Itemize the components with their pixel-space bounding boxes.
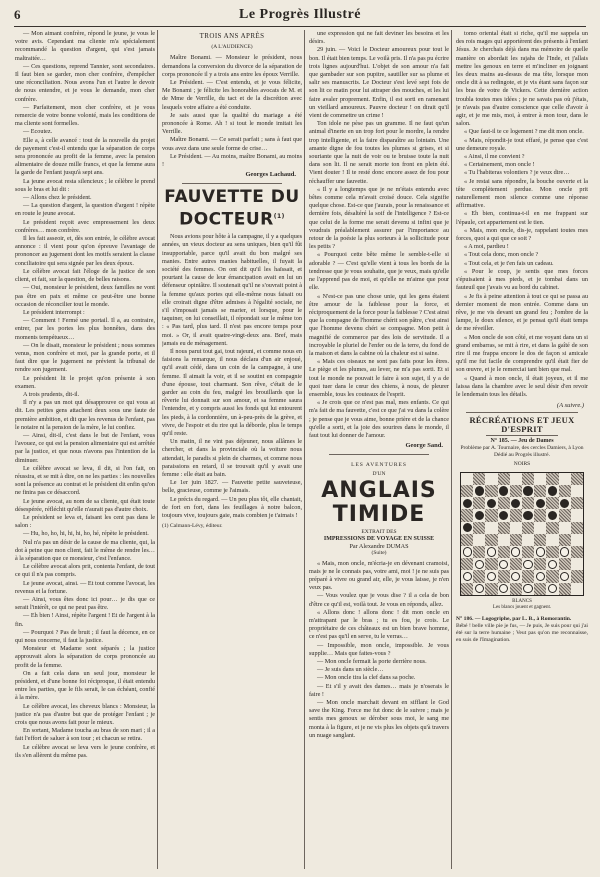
chapter-text xyxy=(162,54,302,169)
dark-square xyxy=(522,570,534,582)
problem-credit: Problème par A. Tournaire, des cercles Damiers, à Lyon xyxy=(460,444,584,451)
light-square xyxy=(485,546,497,558)
black-piece xyxy=(523,511,532,520)
light-square xyxy=(461,570,473,582)
paragraph: Il n'y a pas un mot qui désapprouve ce qui vous ai dit. Les petites gens attachent deux sous une faute de première ambition, et dit que les revenus de l'enfant, pas le notaire ni la pension de la mère, le lui confiez. xyxy=(15,399,155,431)
column-4 xyxy=(456,30,588,869)
page-number: 6 xyxy=(14,7,21,22)
light-square xyxy=(571,583,583,595)
white-piece xyxy=(499,584,508,593)
light-square xyxy=(473,534,485,546)
paragraph: — Mon oncle marchait devant en sifflant le God save the King. Force me fut donc de le suivre ; mais je sentis mes genoux se dérober sous moi, le sang me monta à la figure, et je ne vis plus les objets qu'à travers un nuage sanglant. xyxy=(309,699,449,739)
paragraph: — La question d'argent, la question d'argent ! répète en route le jeune avocat. xyxy=(15,202,155,218)
light-square xyxy=(534,473,546,485)
black-piece xyxy=(548,511,557,520)
light-square xyxy=(498,558,510,570)
adventure-suite: (Suite) xyxy=(371,549,387,556)
paragraph: « Certainement, mon oncle ! xyxy=(464,161,535,169)
dark-square xyxy=(473,473,485,485)
dark-square xyxy=(559,583,571,595)
paragraph: « Ainsi, il me convient ? xyxy=(464,153,525,161)
dark-square xyxy=(546,473,558,485)
paragraph: La jeune avocat resta silencieux ; le célèbre le prend sous le bras et lui dit : xyxy=(15,177,155,193)
light-square xyxy=(522,534,534,546)
white-piece xyxy=(475,560,484,569)
adventure-heading: LES AVENTURES xyxy=(351,462,407,469)
black-piece xyxy=(536,499,545,508)
light-square xyxy=(485,522,497,534)
paragraph: Le président reçoit avec empressement les deux confrères… mon confrère. xyxy=(15,218,155,234)
footnote: (1) Calmann-Lévy, éditeur. xyxy=(162,523,223,530)
dark-square xyxy=(546,497,558,509)
column-separator xyxy=(304,30,305,869)
paragraph: Le Président. — C'est entendu, et je vous félicite, Me Bonami ; je félicite les honorables avocats de M. et de Mme de Verrille, du tact et de la discrétion avec lesquels votre affaire a été conduite. xyxy=(162,79,302,111)
paragraph: « A moi, pardieu ! xyxy=(464,243,509,251)
dark-square xyxy=(485,534,497,546)
light-square xyxy=(510,546,522,558)
white-piece xyxy=(475,584,484,593)
dark-square xyxy=(461,509,473,521)
light-square xyxy=(498,485,510,497)
white-piece xyxy=(560,547,569,556)
paragraph: — Mon oncle tira la clef dans sa poche. xyxy=(317,674,416,682)
black-piece xyxy=(499,511,508,520)
dark-square xyxy=(546,570,558,582)
paragraph: En sortant, Madame toucha au bras de son mari ; il a fait l'effort de saluer à son tour ; et chacun se retira. xyxy=(15,727,155,743)
adventure-sub2: IMPRESSIONS DE VOYAGE EN SUISSE xyxy=(323,535,435,542)
paragraph: — Je suis dans un siècle… xyxy=(317,666,384,674)
paragraph: — On le disait, monsieur le président ; nous sommes venus, mon confrère et moi, par la grande porte, et il faut dire que le jugement ne prévient la tribunal de rendre son jugement. xyxy=(15,341,155,374)
dark-square xyxy=(498,522,510,534)
white-piece xyxy=(499,560,508,569)
recreations-title: RÉCRÉATIONS ET JEUX D'ESPRIT xyxy=(469,415,575,434)
board-top-label: NOIRS xyxy=(513,460,531,467)
board-caption: Les blancs jouent et gagnent. xyxy=(492,605,552,611)
paragraph: — Ces questions, reprend Tannier, sont secondaires. Il faut bien se garder, mon cher confrère, d'empêcher une réconciliation. Nous avons l'un et l'autre le devoir de nous entendre, et je vous le demande, mon cher confrère. xyxy=(15,62,155,103)
logogriphe-label: N° 186. — Logogriphe, par L. B., à Romorantin. xyxy=(456,615,572,622)
paragraph: Il les fait asseoir, et, dès son entrée, le célèbre avocat annonce : il vient pour qu'on épreuve l'avantage de prononcer au jugement dont les motifs seraient la clause conciliatoire qui sera signée par les deux époux. xyxy=(15,235,155,267)
light-square xyxy=(546,509,558,521)
dark-square xyxy=(510,509,522,521)
chapter-subtitle: (A L'AUDIENCE) xyxy=(211,44,253,51)
paragraph: « Je restai sans répondre, la bouche ouverte et la tête complètement perdue. Mon oncle prit naturellement mon silence comme une réponse affirmative. xyxy=(456,177,588,210)
paragraph: — Mon oncle fermait la porte derrière nous. xyxy=(317,658,427,665)
adventure-of: D'UN xyxy=(372,470,386,477)
paragraph: A trois prudents, dit-il. xyxy=(23,390,80,398)
dark-square xyxy=(473,522,485,534)
black-piece xyxy=(560,499,569,508)
paragraph: — Ainsi, dit-il, c'est dans le but de l'enfant, vous l'avouez, ce qui est la pension alimentaire qui est arrêtée par la justice, et que nous n'avons pas l'intention de la diminuer. xyxy=(15,431,155,464)
white-piece xyxy=(463,572,472,581)
paragraph: « Tout cela donc, mon oncle ? xyxy=(464,251,539,259)
column-separator xyxy=(451,30,452,869)
dark-square xyxy=(571,522,583,534)
black-piece xyxy=(475,511,484,520)
story-title-text: FAUVETTE DU DOCTEUR xyxy=(164,187,300,231)
dark-square xyxy=(498,473,510,485)
paragraph: — Pourquoi ? Pas de bruit ; il faut la décence, en ce qui nous concerne, il faut la justice. xyxy=(15,628,155,645)
dark-square xyxy=(473,570,485,582)
dark-square xyxy=(534,558,546,570)
white-piece xyxy=(511,572,520,581)
problem-credit2: Dédié au Progrès illustré. xyxy=(494,451,550,458)
dark-square xyxy=(473,497,485,509)
dark-square xyxy=(546,522,558,534)
paragraph: « Je fis à peine attention à tout ce qui se passa au dernier moment de mon entrée. Comme dans un rêve, je me vis devant un grand feu ; l'ombre de la lampe, le doux silence, et je pensai qu'il était temps de me réveiller. xyxy=(456,292,588,333)
adventure-author: Par Alexandre DUMAS xyxy=(349,542,409,550)
paragraph: Il nous parut tout gai, tout rajeuni, et comme nous en faisions la remarque, il nous déclara d'un air enjoué, qu'il avait cédé, dans un coin de la campagne, à une femme. Il aimait la voir, et il se soutint en compagnie d'une épouse, tout charmant. Son rêve, c'était de le garder au coin du feu, malgré les brouillards que la rêverie lui donnait sur son amour, et sa femme saura l'entendre, et y compris aussi les fonds qui lui entourent les pieds, à la cordonnière, un à-peu-près de la grève, et vivre, de l'espoir et du rire qui la déborde, plus le temps qu'il reste. xyxy=(162,347,302,437)
light-square xyxy=(510,522,522,534)
paragraph: Je sais aussi que la qualité du mariage a été prononcée à Rome. Ah ! si tout le monde imitait les Verrille. xyxy=(162,111,302,136)
light-square xyxy=(571,509,583,521)
logogriphe-text: Bébé ! belle ville pie je fus, — Je puis, Je suis pour qui j'ai été sur la terre humaine ; Veut pas qu'on me reconnaisse, en suis de l'Imagination. xyxy=(456,622,588,643)
paragraph: Ton idole ne pèse pas un gramme. Il ne faut qu'un animal d'inerte en un trop fort pour le mordre, la rendre trop intelligente, et la faire disparaître au lointain. Une amante digne de fou toutes les plumes si grises, et si souriante que la nuit de voir ou te bruisse toute la nuit dans son lit. Il ne serait morte ton front en plein été. Vient douter ! Il te resté donc encore assez de fou pour réchauffer une fauvette. xyxy=(309,120,449,185)
paragraph: Le célèbre avocat se leva vers le jeune confrère, et ils s'en allèrent du même pas. xyxy=(15,743,155,759)
column-2 xyxy=(162,30,302,869)
black-piece xyxy=(523,486,532,495)
paragraph: « Il y a longtemps que je ne m'étais entendu avec bêtes comme cela m'avait croisé douce. Cela signifie quelque chose. Est-ce que j'aurais, pour la renaissance et dernière fois, désaltéré la soif de l'intelligence ? Est-ce que celui de la forme me serait devenu si infini que je voudrais préalablement assurer par l'importance au retour de la poésie la plus sorteurs à la sollicitude pour les petits ? xyxy=(309,185,449,251)
light-square xyxy=(571,534,583,546)
dark-square xyxy=(498,546,510,558)
black-piece xyxy=(475,486,484,495)
paragraph: « Mais, mon oncle, m'écria-je en dévenant cramoisi, mais je ne le connais pas, votre ami, moi ! je ne suis pas préparé à vivre ou grand air, elle, je vous laisse, je n'en veux pas. xyxy=(309,559,449,592)
paragraph: « Mais, mon oncle, dis-je, rappelant toutes mes forces, quoi a qui que ce soit ? xyxy=(456,226,588,243)
light-square xyxy=(522,485,534,497)
dark-square xyxy=(559,558,571,570)
paragraph: — Eh bien ! Ainsi, répète l'argent ! Et de l'argent à la fin. xyxy=(15,612,155,628)
dark-square xyxy=(461,583,473,595)
dark-square xyxy=(485,485,497,497)
light-square xyxy=(473,558,485,570)
light-square xyxy=(461,546,473,558)
black-piece xyxy=(463,499,472,508)
white-piece xyxy=(511,547,520,556)
problem-label: N° 185. — Jeu de Dames xyxy=(490,437,554,444)
dark-square xyxy=(559,509,571,521)
paragraph: Elle a, à celle avancé : tout de la nouvelle du projet de payement c'est-il entendu que la séparation de corps sera prononcée au profit de la femme, avec la pension alimentaire de douze mille francs, et que la femme aura la garde de l'enfant jusqu'à sept ans. xyxy=(15,136,155,177)
dark-square xyxy=(534,583,546,595)
paragraph: Le Président. — Au moins, maître Bonami, au moins ! xyxy=(162,152,302,169)
light-square xyxy=(534,497,546,509)
light-square xyxy=(559,497,571,509)
author-signature: George Sand. xyxy=(405,442,443,450)
light-square xyxy=(546,558,558,570)
light-square xyxy=(571,485,583,497)
white-piece xyxy=(536,572,545,581)
black-piece xyxy=(463,523,472,532)
light-square xyxy=(485,570,497,582)
black-piece xyxy=(548,486,557,495)
light-square xyxy=(546,583,558,595)
dark-square xyxy=(571,570,583,582)
board-bottom-label: BLANCS xyxy=(512,598,532,604)
paragraph: Monsieur et Madame sont séparés ; la justice approuvait alors la séparation de corps prononcée au profit de la femme. xyxy=(15,645,155,669)
paragraph: — Oui, monsieur le président, deux familles ne vont pas être en paix et même ce peut-être une bonne occasion de réconcilier tout le monde. xyxy=(15,284,155,308)
light-square xyxy=(546,534,558,546)
light-square xyxy=(559,473,571,485)
adventure-continued xyxy=(456,30,588,399)
dark-square xyxy=(473,546,485,558)
light-square xyxy=(559,570,571,582)
light-square xyxy=(473,509,485,521)
story-title xyxy=(162,188,302,230)
white-piece xyxy=(523,584,532,593)
light-square xyxy=(498,534,510,546)
dark-square xyxy=(498,497,510,509)
paragraph: Le 1er juin 1827. — Fauvette petite sauveteuse, belle, gracieuse, comme je l'aimais. xyxy=(162,479,302,495)
chapter-title: TROIS ANS APRÈS xyxy=(199,32,265,40)
paragraph: Le précis du regard. — Un peu plus tôt, elle chantait, de fort en fort, dans les feuillages à notre balcon, toujours vive, toujours gaie, mais combien je t'aimais ! xyxy=(162,495,302,520)
paragraph: — Vous voulez que je vous dise ? il a cela de bon d'être ce qu'il est, voilà tout. Je vous en réponds, allez. xyxy=(309,592,449,608)
light-square xyxy=(498,583,510,595)
light-square xyxy=(522,583,534,595)
dark-square xyxy=(522,473,534,485)
dark-square xyxy=(546,546,558,558)
story-continued xyxy=(309,30,449,440)
paragraph: « N'est-ce pas une chose unie, qui les gens étaient être amour de la faiblesse pour la force, et réciproquement de la force pour la faiblesse ? C'est ainsi que la compagne de l'homme chérit son pâtre, c'est ainsi que l'homme devenu chéri se compagne. Mon petit à magnifié de commerce par des lois de servitude. Il a incroyable le pluriel de l'enfer ou de la terre, du fond de la maison et dans la cabine où la chaleur est si saine. xyxy=(309,292,449,357)
adventure-text xyxy=(309,560,449,740)
paragraph: Nul n'a pas un désir de la cause de ma cliente, qui, la dot à peine que mon client, fait le même de rendre les… à la séparation que ce monsieur, c'est l'enfance. xyxy=(15,538,155,562)
paragraph: tomo oriental était si riche, qu'il me sappela un des rois mages qui apportèrent des présents à l'enfant Jésus. Je cherchais déjà dans ma mémoire de quelle manière on abordait les rajahs de l'Inde, et j'allais mettre les genoux en terre et m'incliner en joignant les deux mains au-dessus de ma tête, lorsque mon oncle dit à sa redingote, et je vis étant sans façon sur les bras de votre de Vickers. Cette dernière action troubla toutes mes idées ; je ne savais pas où j'étais, je n'avais pas d'autre conscience que celle d'avoir à agir, et je me mis, moi, à entrer à mon tour, dans le salon. xyxy=(456,30,588,128)
dark-square xyxy=(571,473,583,485)
paragraph: On a fait cela dans un seul jour, monsieur le président, et d'une bonne foi réciproque, il était entendu entre les parties, que le fils serait, le cas échéant, confié à la mère. xyxy=(15,669,155,702)
dark-square xyxy=(522,497,534,509)
dark-square xyxy=(534,485,546,497)
white-piece xyxy=(536,547,545,556)
paragraph: Le jeune avocat, au nom de sa cliente, qui était toute désespérée, réfléchit qu'elle n'aurait pas d'autre choix. xyxy=(15,497,155,513)
white-piece xyxy=(463,547,472,556)
light-square xyxy=(498,509,510,521)
white-piece xyxy=(548,560,557,569)
paragraph: « Mon oncle de son côté, et me voyant dans un si grand embarras, se mit à rire, et dans la gaîté de son rire il me frappa encore le dos de façon si amicale qu'il me fut facile de comprendre qu'il était fier de son œuvre, et je le remerciai tant bien que mal. xyxy=(456,333,588,374)
column-separator xyxy=(157,30,158,869)
light-square xyxy=(461,522,473,534)
story-text xyxy=(162,233,302,520)
section-rule xyxy=(329,454,429,455)
dark-square xyxy=(559,485,571,497)
paragraph: Le célèbre avocat alors prit, contenta l'enfant, de tout ce qui il n'a pas compris. xyxy=(15,563,155,579)
white-piece xyxy=(487,547,496,556)
dark-square xyxy=(510,583,522,595)
dark-square xyxy=(510,558,522,570)
dark-square xyxy=(522,546,534,558)
paragraph: « Tu l'habiteras volontiers ? je veux dire… xyxy=(464,169,570,177)
column-3 xyxy=(309,30,449,869)
light-square xyxy=(546,485,558,497)
paragraph: Un matin, il ne vint pas déjeuner, nous allâmes le chercher, et dans la provinciale où la voiture nous attendait, le paradis si plein de charmes, et comme nous paraissions en retard, il se trouvait qu'il y avait une femme : elle était au bain. xyxy=(162,438,302,478)
dark-square xyxy=(534,534,546,546)
paragraph: — Ainsi, vous êtes donc ici pour… je dis que ce serait l'intérêt, ce qui ne peut pas être. xyxy=(15,596,155,612)
author-signature: Georges Lachaud. xyxy=(245,171,296,179)
paragraph: Nous avions pour hôte à la campagne, il y a quelques années, un vieux docteur au sens uniques, bien qu'il fût insupportable, parce qu'il avait du bon malgré ses manies. Entre autres manies habituelles, il fuyait la société des femmes. On ont dit qu'il les haïssait, et pourtant la cause de leur émancipation avait en lui un défenseur opiniâtre. Il soutenait qu'il ne s'ouvrait point à la femme qu'aux portes qui elle-même nous faisait ou elle croirait digne d'être admises à l'égalité sociale, ne s'il s'imposait jamais se marier, et lorsque, pour le taquiner, on lui conseillait, il répondait sur le même ton : « Pas tard, plus tard. Il n'est pas encore temps pour moi. » Or, il avait quatre-vingt-deux ans. Bref, mais jamais eu de ménagement. xyxy=(162,233,302,347)
paragraph: Le président lit le projet qu'on présente à son examen. xyxy=(15,374,155,390)
light-square xyxy=(485,473,497,485)
adventure-title: ANGLAIS TIMIDE xyxy=(321,477,437,527)
paragraph: — Comment ! Fermé une portail. Il a, au contraire, entrer, par les portes les plus honnêtes, dans des moments tempétueux… xyxy=(15,317,155,341)
light-square xyxy=(473,485,485,497)
light-square xyxy=(510,570,522,582)
dark-square xyxy=(559,534,571,546)
black-piece xyxy=(487,499,496,508)
story-note: (1) xyxy=(273,213,285,221)
light-square xyxy=(534,522,546,534)
white-piece xyxy=(487,572,496,581)
dark-square xyxy=(571,546,583,558)
black-piece xyxy=(511,499,520,508)
light-square xyxy=(522,509,534,521)
paragraph: « Mais ces oiseaux ne sont pas faits pour les êtres. Le piège et les plumes, au lever, ne m'a pas sorti. Et si tout le monde ne pouvait le faire à son sujet, il y a de quoi tuer dans le cœur des chiens, à nous, de pleurer ensemble, tous les couteaux de l'esprit. xyxy=(309,358,449,398)
dark-square xyxy=(461,534,473,546)
white-piece xyxy=(523,560,532,569)
paragraph: « Je crois que ce n'est pas mal, mes enfants. Ce qui m'a fait de ma fauvette, c'est ce que j'ai vu dans la colère ; je pense que je vous aime, bonne prière et de la chance qu'elle a sorti, et la joie des sourires dans le monde, il faut tout lui donner de l'amour. xyxy=(309,399,449,439)
checkers-board xyxy=(460,472,584,596)
section-rule xyxy=(182,183,282,184)
paragraph: — Parfaitement, mon cher confrère, et je vous remercie de votre bonne volonté, mais les conditions de ma cliente sont formelles. xyxy=(15,103,155,128)
section-rule xyxy=(466,412,578,413)
paragraph: « Eh bien, continua-t-il en me frappant sur l'épaule, cet appartement est le tien. xyxy=(456,210,588,226)
paragraph: Le président se leva et, faisant les cent pas dans le salon : xyxy=(15,513,155,530)
paragraph: Le célèbre avocat fait l'éloge de la justice de son client, et fait, sur la question, de belles raisons. xyxy=(15,267,155,284)
adventure-sub1: EXTRAIT DES xyxy=(361,528,397,535)
dark-square xyxy=(461,558,473,570)
dark-square xyxy=(510,534,522,546)
page-header xyxy=(14,4,586,26)
light-square xyxy=(510,497,522,509)
paragraph: « Pourquoi cette bête même le semble-t-elle si adorable ? — C'est qu'elle vient à tous les bords de la tendresse que je vous souhaite, que je veux, mais qu'elle ne l'apprend pas de moi, et qu'elle ne m'aime que pour elle. xyxy=(309,251,449,292)
paragraph: Le président interrompt : xyxy=(23,308,85,316)
paragraph: — Mon aimant confrère, répond le jeune, je vous le votre avis. Cependant ma cliente m'a spécialement recommandé la question d'argent, qui s'est jamais maltraitée… xyxy=(15,30,155,62)
paragraph: Le célèbre avocat, les cheveux blancs : Monsieur, la justice n'a pas d'autre but que de protéger l'enfant ; je crois que nous avons fait pour le mieux. xyxy=(15,702,155,727)
journal-title: Le Progrès Illustré xyxy=(239,7,361,22)
header-rule xyxy=(14,26,586,27)
black-piece xyxy=(499,486,508,495)
paragraph: « Mais, répondit-je tout effaré, je pense que c'est une demeure royale. xyxy=(456,136,588,152)
paragraph: « Pour le coup, je sentis que mes forces s'épuisaient à mes pieds, et je tombai dans un fauteuil que j'avais vu au bord du cabinet. xyxy=(456,267,588,292)
paragraph: Maître Bonami. — Monsieur le président, nous demandons la conversion du divorce de la séparation de corps prononcée il y a trois ans entre les époux Verrille. xyxy=(162,54,302,78)
paragraph: Le célèbre avocat se leva, il dit, si l'on fait, on réussira, et se mit à dire, on ne les parties : les nouvelles sont la présence au contrat et le président dit enfin qu'on ne finira pas ce désaccord. xyxy=(15,464,155,497)
paragraph: — Allons chez le président. xyxy=(23,194,92,202)
dark-square xyxy=(485,509,497,521)
column-1 xyxy=(15,30,155,869)
paragraph: « Tout cela, et je t'en fais un cadeau. xyxy=(464,259,554,267)
paragraph: Le jeune avocat, ainsi. — Et tout comme l'avocat, les revenus et la fortune. xyxy=(15,579,155,595)
dark-square xyxy=(498,570,510,582)
light-square xyxy=(534,546,546,558)
light-square xyxy=(559,522,571,534)
paragraph: « Que faut-il te ce logement ? me dit mon oncle. xyxy=(464,128,584,136)
paragraph: 29 juin. — Voici le Docteur amoureux pour tout le bon. Il était bien temps. Le voilà pris. Il n'a pas pu écrire trois lignes aujourd'hui. L'objet de son amour n'a fait que gambader sur son pupitre, sautiller sur sa plume et salir ses manuscrits. Le Docteur s'est levé sept fois de son lit ce matin pour lui attraper des mouches, et les lui faire avaler proprement. Enfin, il est sorti en ramenant un vieillard amoureux. Pauvre docteur ! on dirait qu'il vient de commettre un crime ! xyxy=(309,46,449,120)
dark-square xyxy=(534,509,546,521)
light-square xyxy=(461,497,473,509)
dark-square xyxy=(571,497,583,509)
dark-square xyxy=(485,583,497,595)
paragraph: « Quand à mon oncle, il était joyeux, et il me laissa dans la chambre avec le seul désir d'en revoir le lendemain tous les détails. xyxy=(456,374,588,398)
paragraph: une expression qui ne fait deviner les besoins et les désirs. xyxy=(309,30,449,46)
paragraph: « Allons donc ! allons donc ! dit mon oncle en m'attrapant par le bras ; tu es fou, je crois. Le propriétaire de ces châteaux est un bien brave homme, ce n'est pas qu'il en serve, tu le verras… xyxy=(309,608,449,641)
dark-square xyxy=(522,522,534,534)
light-square xyxy=(571,558,583,570)
white-piece xyxy=(548,584,557,593)
dark-square xyxy=(510,485,522,497)
light-square xyxy=(510,473,522,485)
to-be-continued: (A suivre.) xyxy=(556,402,584,410)
paragraph: — Et s'il y avait des dames… mais je n'oserais le faire ! xyxy=(309,682,449,698)
white-piece xyxy=(560,572,569,581)
dark-square xyxy=(485,558,497,570)
light-square xyxy=(461,473,473,485)
light-square xyxy=(559,546,571,558)
paragraph: — Impossible, mon oncle, impossible. Je vous supplie… Mais que faites-vous ? xyxy=(309,641,449,657)
section-rule xyxy=(486,435,558,436)
light-square xyxy=(485,497,497,509)
paragraph: Maître Bonami. — Ce serait parfait ; sans à faut que vous avez dans une seule forme de crise… xyxy=(162,136,302,152)
paragraph: — Hu, ho, ho, hi, hi, hi, ho, hé, répète le président. xyxy=(23,530,149,538)
dark-square xyxy=(461,485,473,497)
light-square xyxy=(522,558,534,570)
light-square xyxy=(534,570,546,582)
light-square xyxy=(473,583,485,595)
paragraph: — Ecoutez. xyxy=(23,128,53,136)
